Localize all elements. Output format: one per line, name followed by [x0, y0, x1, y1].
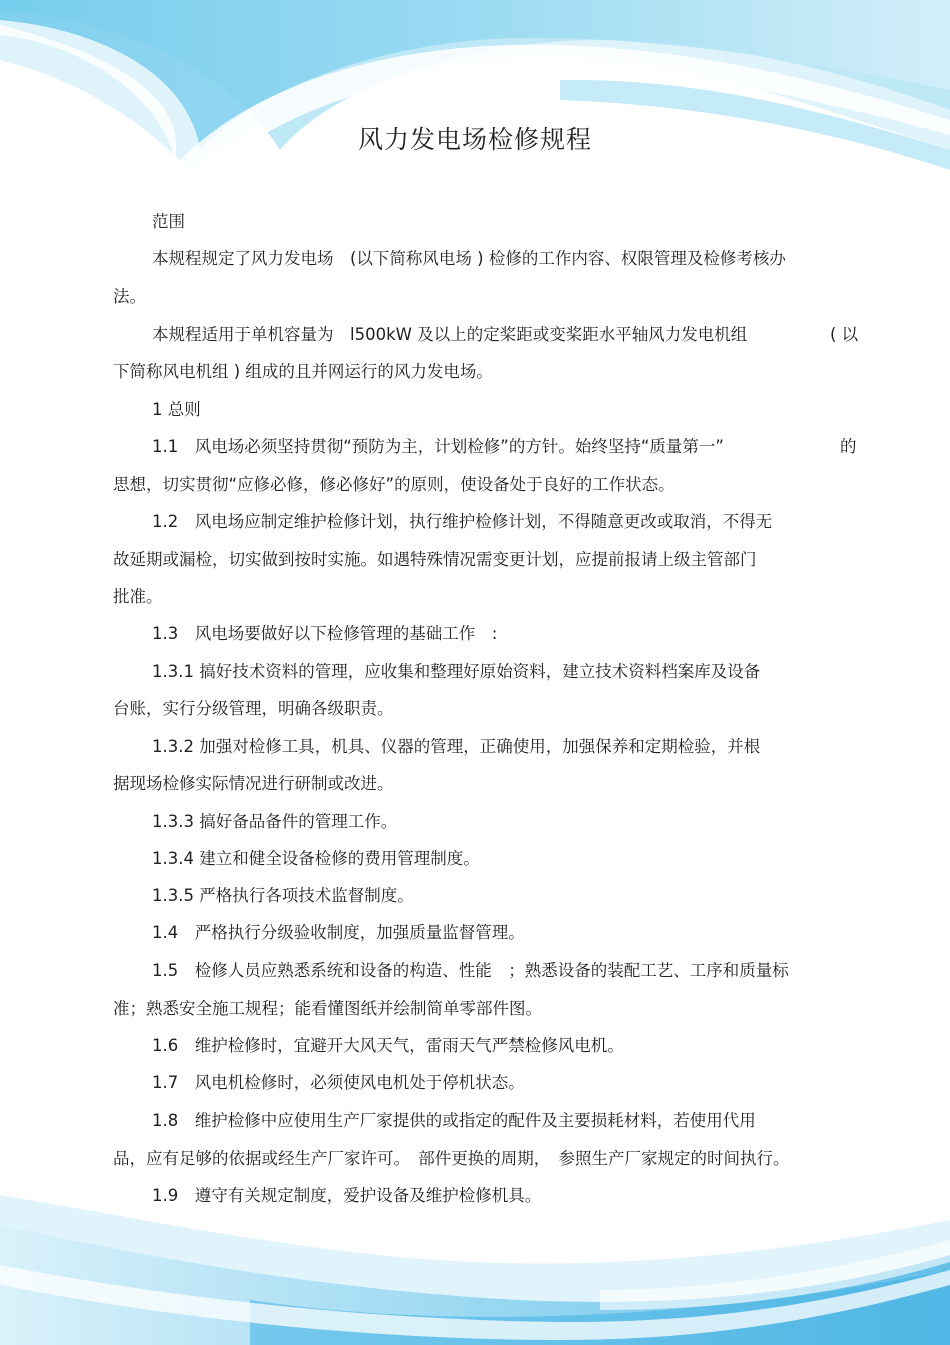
paragraph-line: 本规程规定了风力发电场 (以下简称风电场 ) 检修的工作内容、权限管理及检修考核办 — [152, 249, 786, 268]
paragraph-line: 1.7 风电机检修时，必须使风电机处于停机状态。 — [152, 1073, 525, 1092]
paragraph-line: 台账，实行分级管理，明确各级职责。 — [113, 699, 394, 718]
paragraph-line: 1.3.1 搞好技术资料的管理，应收集和整理好原始资料，建立技术资料档案库及设备 — [152, 662, 761, 681]
paragraph-line: 1.8 维护检修中应使用生产厂家提供的或指定的配件及主要损耗材料，若使用代用 — [152, 1111, 756, 1130]
paragraph-line: 1.2 风电场应制定维护检修计划，执行维护检修计划，不得随意更改或取消，不得无 — [152, 512, 773, 531]
paragraph-line-end: ( 以 — [830, 325, 859, 344]
paragraph-line-end: 的 — [840, 437, 857, 456]
page-title: 风力发电场检修规程 — [357, 125, 592, 154]
paragraph-line: 下简称风电机组 ) 组成的且并网运行的风力发电场。 — [113, 362, 493, 381]
paragraph-line: 1.3.3 搞好备品备件的管理工作。 — [152, 812, 398, 831]
paragraph-line: 1.4 严格执行分级验收制度，加强质量监督管理。 — [152, 923, 525, 942]
paragraph-line: 据现场检修实际情况进行研制或改进。 — [113, 774, 394, 793]
paragraph-line: 品，应有足够的依据或经生产厂家许可。 部件更换的周期， 参照生产厂家规定的时间执行。 — [113, 1149, 790, 1168]
paragraph-line: 本规程适用于单机容量为 l500kW 及以上的定桨距或变桨距水平轴风力发电机组 — [152, 325, 748, 344]
paragraph-line: 1.9 遵守有关规定制度，爱护设备及维护检修机具。 — [152, 1186, 542, 1205]
paragraph-line: 批准。 — [113, 587, 163, 606]
paragraph-line: 1.6 维护检修时，宜避开大风天气，雷雨天气严禁检修风电机。 — [152, 1036, 624, 1055]
paragraph-line: 准；熟悉安全施工规程；能看懂图纸并绘制简单零部件图。 — [113, 999, 542, 1018]
paragraph-line: 1.3.4 建立和健全设备检修的费用管理制度。 — [152, 849, 480, 868]
section-heading: 1 总则 — [152, 400, 201, 419]
scope-heading: 范围 — [152, 212, 185, 231]
paragraph-line: 1.3.5 严格执行各项技术监督制度。 — [152, 886, 414, 905]
paragraph-line: 1.1 风电场必须坚持贯彻“预防为主，计划检修”的方针。始终坚持“质量第一” — [152, 437, 724, 456]
paragraph-line: 法。 — [113, 287, 146, 306]
paragraph-line: 1.3.2 加强对检修工具，机具、仪器的管理，正确使用，加强保养和定期检验，并根 — [152, 737, 761, 756]
paragraph-line: 1.5 检修人员应熟悉系统和设备的构造、性能 ；熟悉设备的装配工艺、工序和质量标 — [152, 961, 789, 980]
paragraph-line: 1.3 风电场要做好以下检修管理的基础工作 : — [152, 624, 498, 643]
paragraph-line: 故延期或漏检，切实做到按时实施。如遇特殊情况需变更计划，应提前报请上级主管部门 — [113, 550, 757, 569]
paragraph-line: 思想，切实贯彻“应修必修，修必修好”的原则，使设备处于良好的工作状态。 — [113, 475, 675, 494]
